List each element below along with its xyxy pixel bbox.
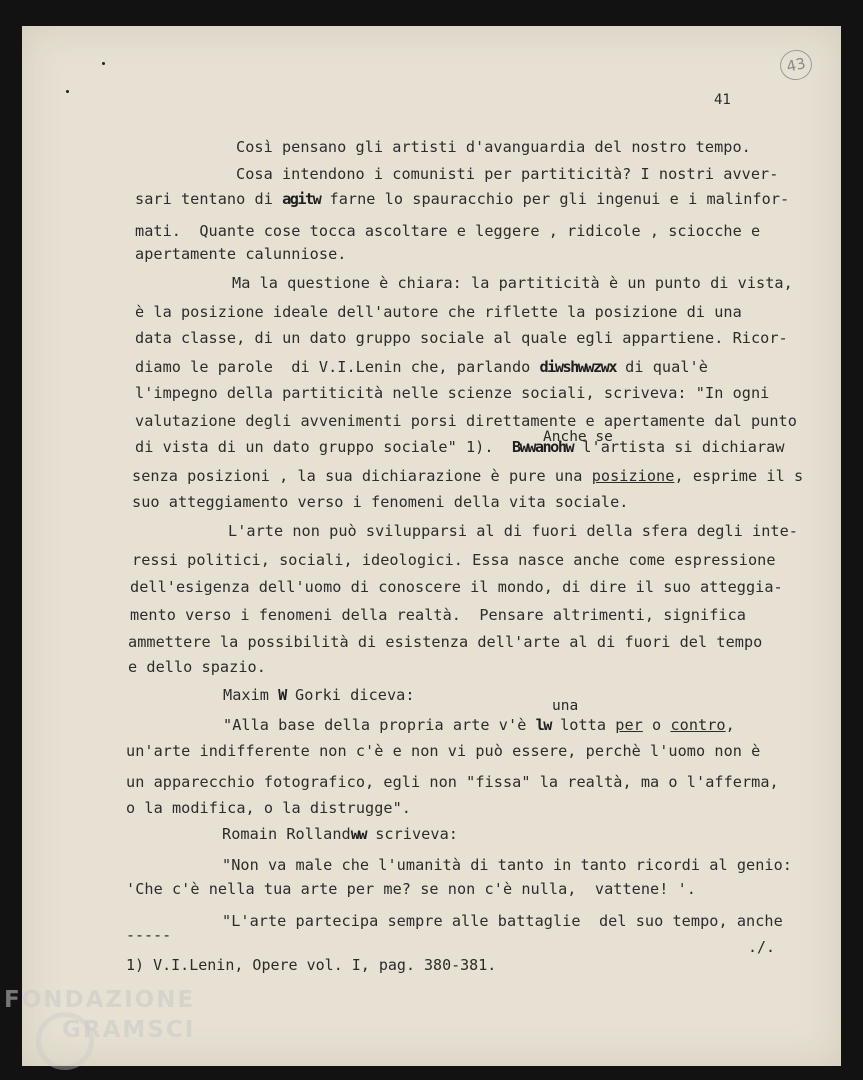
text-line: diamo le parole di V.I.Lenin che, parlando diwshwwzwx di qual'è [135, 358, 708, 376]
text-line: mati. Quante cose tocca ascoltare e leggere , ridicole , sciocche e [135, 222, 761, 240]
footnote: 1) V.I.Lenin, Opere vol. I, pag. 380-381. [126, 956, 497, 974]
text-line: apertamente calunniose. [135, 245, 347, 263]
struck-word: lw [535, 716, 551, 734]
text-line: ressi politici, sociali, ideologici. Essa nasce anche come espressione [132, 551, 776, 569]
text-line: di vista di un dato gruppo sociale" 1). Bwwanohw l'artista si dichiaraw [135, 438, 785, 456]
text-line: L'arte non può svilupparsi al di fuori della sfera degli inte- [228, 522, 799, 540]
text-line: valutazione degli avvenimenti porsi direttamente e apertamente dal punto [135, 412, 797, 430]
text-line: Ma la questione è chiara: la partiticità è un punto di vista, [232, 274, 793, 292]
margin-mark [66, 90, 69, 93]
text-line: "L'arte partecipa sempre alle battaglie del suo tempo, anche [222, 912, 783, 930]
struck-word: agitw [282, 190, 321, 208]
document-page [22, 26, 841, 1066]
text-line: senza posizioni , la sua dichiarazione è pure una posizione, esprime il s [132, 467, 804, 485]
underlined-word: posizione [591, 467, 675, 485]
archive-number-stamp: 43 [777, 47, 815, 83]
text-line: "Alla base della propria arte v'è lw lotta per o contro, [223, 716, 735, 734]
text-line: Così pensano gli artisti d'avanguardia del nostro tempo. [236, 138, 751, 156]
watermark [4, 985, 195, 1045]
text-line: ammettere la possibilità di esistenza dell'arte al di fuori del tempo [128, 633, 763, 651]
watermark-line-1: FONDAZIONE [4, 987, 196, 1013]
text-line: e dello spazio. [128, 658, 266, 676]
text-line: 'Che c'è nella tua arte per me? se non c'è nulla, vattene! '. [126, 880, 697, 898]
struck-word: ww [350, 825, 367, 843]
text-line: Romain Rollandww scriveva: [222, 825, 458, 843]
text-line: l'impegno della partiticità nelle scienze sociali, scriveva: "In ogni [135, 384, 770, 402]
text-line: è la posizione ideale dell'autore che riflette la posizione di una [135, 303, 742, 321]
text-line: data classe, di un dato gruppo sociale al quale egli appartiene. Ricor- [135, 329, 788, 347]
text-line: un'arte indifferente non c'è e non vi può essere, perchè l'uomo non è [126, 742, 761, 760]
text-line: suo atteggiamento verso i fenomeni della vita sociale. [132, 493, 629, 511]
text-line: sari tentano di agitw farne lo spauracchio per gli ingenui e i malinfor- [135, 190, 790, 208]
struck-word: diwshwwzwx [539, 358, 616, 376]
text-line: o la modifica, o la distrugge". [126, 799, 412, 817]
handwritten-insert: Anche se [543, 429, 613, 445]
footnote-rule: ----- [126, 926, 172, 944]
margin-mark [102, 62, 105, 65]
text-line: dell'esigenza dell'uomo di conoscere il mondo, di dire il suo atteggia- [130, 578, 783, 596]
text-line: Maxim W Gorki diceva: [223, 686, 415, 704]
handwritten-insert: una [552, 698, 579, 714]
continuation-mark: ./. [748, 938, 776, 956]
struck-word: Bwwanohw [511, 438, 574, 456]
text-line: "Non va male che l'umanità di tanto in tanto ricordi al genio: [222, 856, 793, 874]
text-line: Cosa intendono i comunisti per partiticità? I nostri avver- [236, 165, 779, 183]
underlined-word: contro [670, 716, 726, 734]
underlined-word: per [615, 716, 643, 734]
watermark-line-2: GRAMSCI [62, 1017, 196, 1043]
page-number: 41 [714, 92, 731, 108]
struck-word: W [278, 686, 286, 704]
text-line: mento verso i fenomeni della realtà. Pensare altrimenti, significa [130, 606, 746, 624]
text-line: un apparecchio fotografico, egli non "fissa" la realtà, ma o l'afferma, [126, 773, 779, 791]
